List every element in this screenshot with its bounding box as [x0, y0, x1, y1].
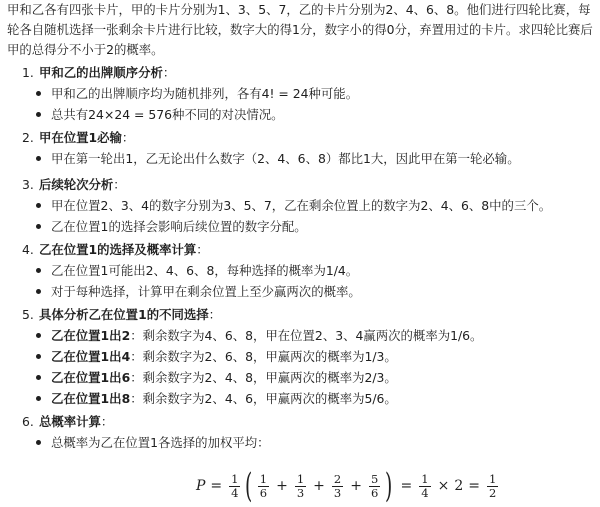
left-paren: (: [245, 466, 253, 506]
section-title: 乙在位置1的选择及概率计算: [38, 242, 197, 257]
section-title: 具体分析乙在位置1的不同选择: [38, 307, 209, 322]
section-number: 4.: [22, 242, 34, 257]
fraction-numerator: 5: [370, 471, 379, 486]
section-colon: ：: [196, 242, 209, 257]
list-item: [36, 261, 358, 281]
section-title: 后续轮次分析: [38, 177, 114, 192]
term-2-fraction: [295, 473, 306, 500]
section-heading: [22, 128, 134, 148]
section-heading: [22, 305, 221, 325]
fraction-numerator: 1: [421, 471, 429, 486]
factor-value: 2: [454, 478, 464, 494]
times-sign: ×: [437, 478, 450, 494]
bullet-text: 甲在位置2、3、4的数字分别为3、5、7，乙在剩余位置上的数字为2、4、6、8中的三个。: [51, 198, 552, 213]
section-number: 5.: [22, 307, 34, 322]
section-colon: ：: [208, 307, 222, 322]
bullet-dot-icon: [36, 375, 41, 380]
plus-sign: +: [313, 478, 325, 494]
final-formula: [196, 468, 500, 504]
list-item: [36, 282, 361, 302]
bullet-dot-icon: [36, 224, 41, 229]
bullet-dot-icon: [36, 333, 41, 338]
bullet-text: 乙在位置1的选择会影响后续位置的数字分配。: [51, 219, 307, 234]
section-title: 甲在位置1必输: [38, 130, 122, 145]
fraction-numerator: 1: [296, 471, 305, 486]
bullet-bold-label: 乙在位置1出6: [51, 370, 131, 385]
list-item: [36, 196, 551, 216]
bullet-text: ：剩余数字为4、6、8，甲在位置2、3、4赢两次的概率为1/6。: [130, 328, 483, 343]
section-number: 2.: [22, 130, 34, 145]
section-title: 甲和乙的出牌顺序分析: [38, 65, 163, 80]
bullet-text: 总共有24×24 = 576种不同的对决情况。: [51, 107, 284, 122]
bullet-dot-icon: [36, 268, 41, 273]
plus-sign: +: [276, 478, 288, 494]
formula-lhs: P: [196, 478, 206, 494]
section-heading: [22, 412, 113, 432]
fraction-numerator: 1: [231, 471, 239, 486]
bullet-bold-label: 乙在位置1出8: [51, 391, 131, 406]
bullet-dot-icon: [36, 289, 41, 294]
list-item: [36, 217, 307, 237]
bullet-dot-icon: [36, 396, 41, 401]
fraction-denominator: 3: [296, 485, 305, 500]
section-number: 6.: [22, 414, 34, 429]
section-colon: ：: [162, 65, 176, 80]
bullet-dot-icon: [36, 203, 41, 208]
outer-fraction: [229, 473, 240, 500]
fraction-denominator: 3: [333, 485, 342, 500]
section-heading: [22, 63, 175, 83]
list-item: [36, 149, 520, 169]
bullet-text: 对于每种选择，计算甲在剩余位置上至少赢两次的概率。: [51, 284, 361, 299]
fraction-denominator: 6: [370, 485, 379, 500]
term-4-fraction: [369, 473, 380, 500]
section-colon: ：: [113, 177, 126, 192]
list-item: [36, 326, 482, 346]
section-colon: ：: [121, 130, 135, 145]
section-heading: [22, 175, 126, 195]
list-item: [36, 368, 397, 388]
bullet-text: 乙在位置1可能出2、4、6、8，每种选择的概率为1/4。: [51, 263, 359, 278]
bullet-dot-icon: [36, 91, 41, 96]
formula-eq-2: =: [400, 478, 413, 494]
list-item: [36, 84, 358, 104]
section-colon: ：: [100, 414, 114, 429]
bullet-dot-icon: [36, 440, 41, 445]
fraction-denominator: 4: [421, 485, 429, 500]
fraction-denominator: 6: [259, 485, 268, 500]
bullet-text: ：剩余数字为2、4、8，甲赢两次的概率为2/3。: [130, 370, 397, 385]
bullet-text: ：剩余数字为2、4、6，甲赢两次的概率为5/6。: [130, 391, 397, 406]
bullet-dot-icon: [36, 112, 41, 117]
fraction-numerator: 1: [488, 471, 497, 486]
bullet-bold-label: 乙在位置1出2: [51, 328, 131, 343]
formula-eq-3: =: [468, 478, 480, 494]
section-heading: [22, 240, 209, 260]
fraction-numerator: 2: [333, 471, 342, 486]
fraction-denominator: 4: [231, 485, 239, 500]
problem-statement: 甲和乙各有四张卡片，甲的卡片分别为1、3、5、7，乙的卡片分别为2、4、6、8。他们进行四轮比赛，每轮各自随机选择一张剩余卡片进行比较，数字大的得1分，数字小的得0分，弃置用过的卡片。求四轮比赛后甲的总得分不小于2的概率。: [7, 2, 593, 57]
bullet-dot-icon: [36, 354, 41, 359]
bullet-text: ：剩余数字为2、6、8，甲赢两次的概率为1/3。: [130, 349, 397, 364]
term-1-fraction: [258, 473, 269, 500]
list-item: [36, 105, 284, 125]
bullet-bold-label: 乙在位置1出4: [51, 349, 131, 364]
section-number: 3.: [22, 177, 34, 192]
bullet-text: 总概率为乙在位置1各选择的加权平均：: [51, 435, 270, 450]
bullet-dot-icon: [36, 156, 41, 161]
list-item: [36, 389, 397, 409]
section-number: 1.: [22, 65, 34, 80]
mid-fraction: [419, 473, 430, 500]
result-fraction: [487, 473, 498, 500]
right-paren: ): [385, 466, 393, 506]
section-title: 总概率计算: [38, 414, 101, 429]
term-3-fraction: [332, 473, 343, 500]
list-item: [36, 433, 270, 453]
list-item: [36, 347, 397, 367]
fraction-numerator: 1: [259, 471, 268, 486]
bullet-text: 甲在第一轮出1，乙无论出什么数字（2、4、6、8）都比1大，因此甲在第一轮必输。: [51, 151, 520, 166]
bullet-text: 甲和乙的出牌顺序均为随机排列，各有4! = 24种可能。: [51, 86, 359, 101]
fraction-denominator: 2: [488, 485, 497, 500]
formula-eq-1: =: [210, 478, 223, 494]
plus-sign: +: [350, 478, 362, 494]
